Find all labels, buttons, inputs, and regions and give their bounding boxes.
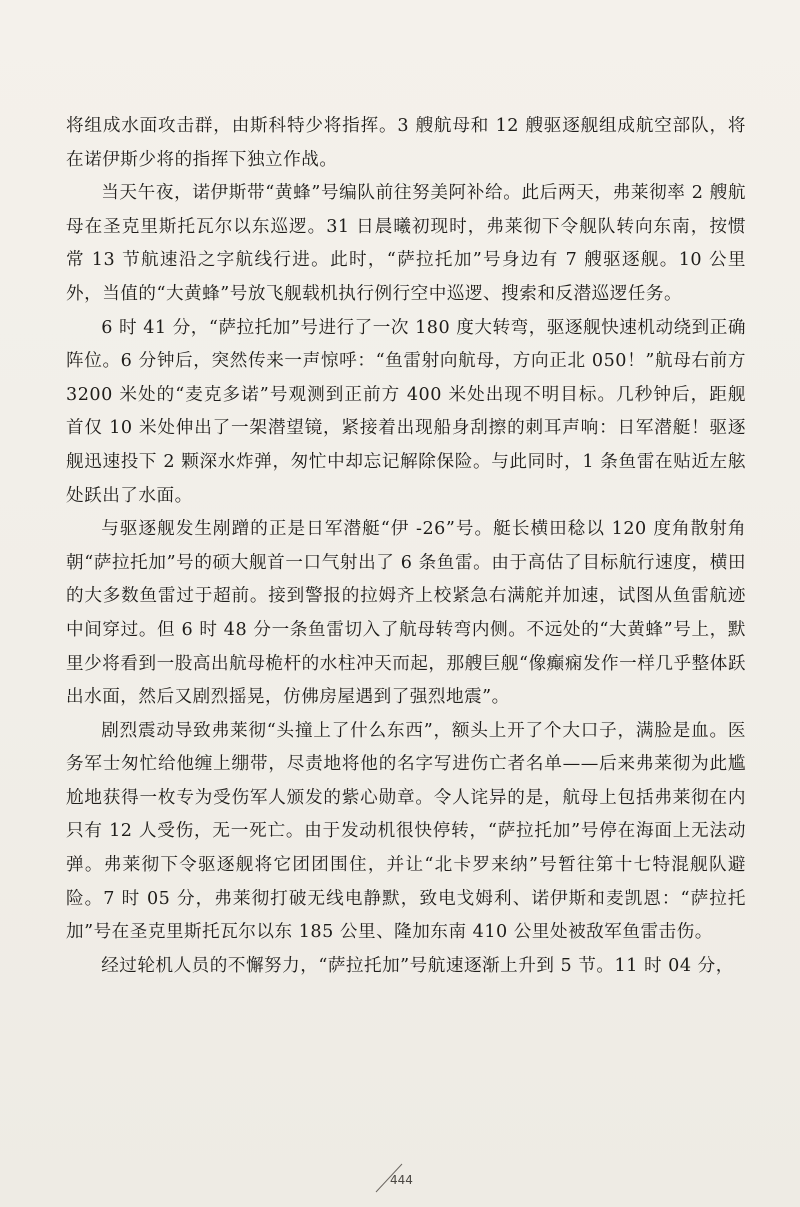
paragraph-3: 6 时 41 分，“萨拉托加”号进行了一次 180 度大转弯，驱逐舰快速机动绕到正确阵位。6 分钟后，突然传来一声惊呼：“鱼雷射向航母，方向正北 050！”航母右前方 3200 米处的“麦克多诺”号观测到正前方 400 米处出现不明目标。几秒钟后，距舰首仅 10 米处伸出了一架潜望镜，紧接着出现船身刮擦的刺耳声响：日军潜艇！驱逐舰迅速投下 2 颗深水炸弹，匆忙中却忘记解除保险。与此同时，1 条鱼雷在贴近左舷处跃出了水面。 [66, 317, 746, 506]
paragraph-2: 当天午夜，诺伊斯带“黄蜂”号编队前往努美阿补给。此后两天，弗莱彻率 2 艘航母在圣克里斯托瓦尔以东巡逻。31 日晨曦初现时，弗莱彻下令舰队转向东南，按惯常 13 节航速沿之字航线行进。此时，“萨拉托加”号身边有 7 艘驱逐舰。10 公里外，当值的“大黄蜂”号放飞舰载机执行例行空中巡逻、搜索和反潜巡逻任务。 [66, 183, 746, 304]
paragraph-4: 与驱逐舰发生剐蹭的正是日军潜艇“伊 -26”号。艇长横田稔以 120 度角散射角朝“萨拉托加”号的硕大舰首一口气射出了 6 条鱼雷。由于高估了目标航行速度，横田的大多数鱼雷过于超前。接到警报的拉姆齐上校紧急右满舵并加速，试图从鱼雷航迹中间穿过。但 6 时 48 分一条鱼雷切入了航母转弯内侧。不远处的“大黄蜂”号上，默里少将看到一股高出航母桅杆的水柱冲天而起，那艘巨舰“像癫痫发作一样几乎整体跃出水面，然后又剧烈摇晃，仿佛房屋遇到了强烈地震”。 [66, 519, 746, 708]
paragraph-6: 经过轮机人员的不懈努力，“萨拉托加”号航速逐渐上升到 5 节。11 时 04 分， [101, 955, 734, 976]
page-number: 444 [390, 1173, 413, 1187]
paragraph-1: 将组成水面攻击群，由斯科特少将指挥。3 艘航母和 12 艘驱逐舰组成航空部队，将在诺伊斯少将的指挥下独立作战。 [66, 116, 746, 170]
body-text [66, 110, 746, 983]
paragraph-5: 剧烈震动导致弗莱彻“头撞上了什么东西”，额头上开了个大口子，满脸是血。医务军士匆忙给他缠上绷带，尽责地将他的名字写进伤亡者名单——后来弗莱彻为此尴尬地获得一枚专为受伤军人颁发的紫心勋章。令人诧异的是，航母上包括弗莱彻在内只有 12 人受伤，无一死亡。由于发动机很快停转，“萨拉托加”号停在海面上无法动弹。弗莱彻下令驱逐舰将它团团围住，并让“北卡罗来纳”号暂往第十七特混舰队避险。7 时 05 分，弗莱彻打破无线电静默，致电戈姆利、诺伊斯和麦凯恩：“萨拉托加”号在圣克里斯托瓦尔以东 185 公里、隆加东南 410 公里处被敌军鱼雷击伤。 [66, 720, 746, 943]
